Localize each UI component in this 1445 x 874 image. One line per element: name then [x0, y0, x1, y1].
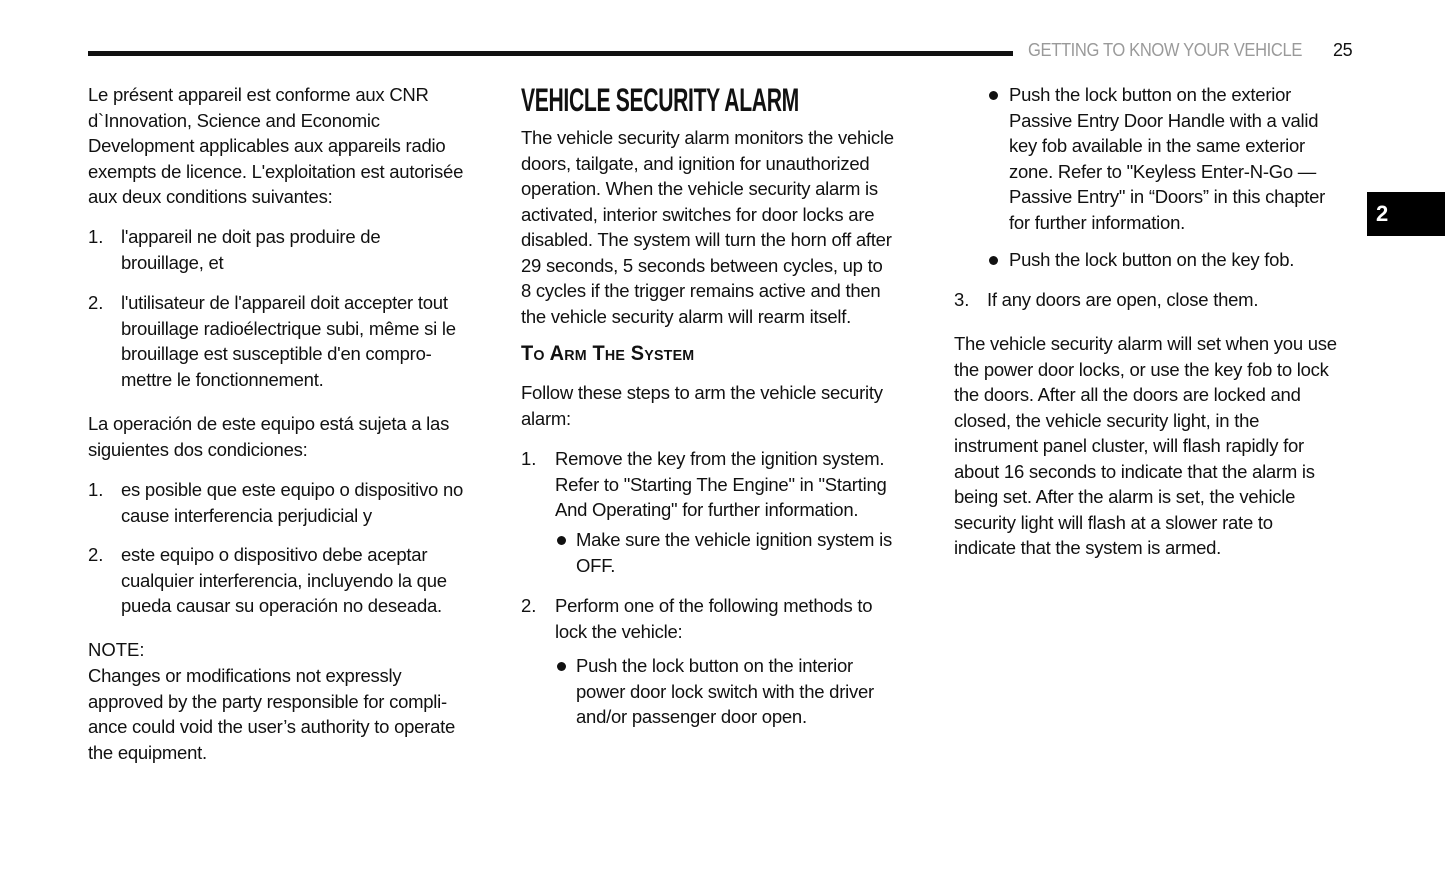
text-line: Follow these steps to arm the vehicle security	[521, 382, 883, 403]
text-line: for further information.	[1009, 211, 1185, 233]
text-line: exempts de licence. L'exploitation est autorisée	[88, 160, 464, 182]
section-heading: VEHICLE SECURITY ALARM	[521, 82, 799, 118]
text-line: cause interferencia perjudicial y	[121, 504, 372, 526]
list-item	[121, 477, 463, 528]
text-line: approved by the party responsible for compli-	[88, 690, 447, 712]
bullet-icon	[989, 91, 998, 100]
section-title: GETTING TO KNOW YOUR VEHICLE	[1028, 40, 1303, 60]
text-line: and/or passenger door open.	[576, 706, 807, 727]
list-number: 2.	[88, 292, 104, 313]
list-item	[121, 290, 456, 392]
note-label: NOTE:	[88, 639, 145, 660]
page-number: 25	[1333, 40, 1353, 60]
text-line: brouillage radioélectrique subi, même si le	[121, 317, 456, 339]
text-line: The vehicle security alarm will set when you use	[954, 333, 1337, 354]
chapter-tab[interactable]: 2	[1367, 192, 1445, 236]
text-line: operation. When the vehicle security alarm is	[521, 178, 878, 199]
text-line: Development applicables aux appareils radio	[88, 135, 446, 156]
text-line: Perform one of the following methods to	[555, 595, 873, 616]
note-text	[88, 663, 455, 765]
text-line: siguientes dos condiciones:	[88, 438, 308, 460]
text-line: Push the lock button on the interior	[576, 655, 853, 676]
bullet-item	[1009, 247, 1294, 273]
text-line: OFF.	[576, 554, 616, 576]
text-line: brouillage est susceptible d'en compro-	[121, 343, 432, 364]
text-line: the doors. After all the doors are locked and	[954, 384, 1301, 405]
bullet-item	[576, 527, 892, 578]
text-line: La operación de este equipo está sujeta a las	[88, 413, 450, 434]
text-line: alarm:	[521, 407, 571, 429]
text-line: closed, the vehicle security light, in the	[954, 409, 1260, 431]
bullet-icon	[989, 256, 998, 265]
text-line: security light will flash at a slower rate to	[954, 511, 1273, 533]
text-line: The vehicle security alarm monitors the vehicle	[521, 127, 894, 148]
list-item	[121, 542, 447, 619]
list-item	[555, 593, 872, 644]
subheading: To Arm The System	[521, 342, 695, 365]
bullet-item	[576, 653, 874, 730]
list-number: 1.	[521, 448, 537, 469]
list-number: 2.	[521, 595, 537, 616]
bullet-item	[1009, 82, 1325, 235]
text-line: brouillage, et	[121, 251, 224, 273]
text-line: 8 cycles if the trigger remains active and then	[521, 280, 881, 301]
list-number: 1.	[88, 226, 104, 247]
text-line: lock the vehicle:	[555, 620, 683, 642]
text-line: doors, tailgate, and ignition for unauthorized	[521, 152, 870, 174]
text-line: Push the lock button on the key fob.	[1009, 249, 1295, 270]
text-line: the equipment.	[88, 741, 207, 763]
text-line: cualquier interferencia, incluyendo la que	[121, 569, 447, 591]
text-line: Remove the key from the ignition system.	[555, 448, 885, 469]
text-line: ance could void the user’s authority to operate	[88, 716, 456, 737]
text-line: Passive Entry" in “Doors” in this chapter	[1009, 186, 1326, 207]
list-number: 1.	[88, 479, 104, 500]
text-line: es posible que este equipo o dispositivo no	[121, 479, 464, 500]
text-line: zone. Refer to "Keyless Enter-N-Go —	[1009, 160, 1317, 182]
list-item	[987, 287, 1258, 313]
text-line: instrument panel cluster, will flash rapidly for	[954, 435, 1304, 456]
text-line: pueda causar su operación no deseada.	[121, 595, 442, 616]
text-line: indicate that the system is armed.	[954, 537, 1222, 558]
text-line: d`Innovation, Science and Economic	[88, 109, 380, 131]
text-line: Make sure the vehicle ignition system is	[576, 529, 892, 550]
list-item	[555, 446, 887, 523]
paragraph-es-intro	[88, 411, 449, 462]
text-line: mettre le fonctionnement.	[121, 368, 324, 390]
text-line: aux deux conditions suivantes:	[88, 186, 333, 207]
paragraph-intro	[521, 125, 894, 329]
text-line: about 16 seconds to indicate that the alarm is	[954, 460, 1315, 482]
text-line: Le présent appareil est conforme aux CNR	[88, 84, 429, 105]
paragraph-closing	[954, 331, 1337, 561]
text-line: disabled. The system will turn the horn off after	[521, 229, 892, 250]
text-line: If any doors are open, close them.	[987, 289, 1259, 310]
text-line: being set. After the alarm is set, the vehicle	[954, 486, 1296, 507]
bullet-icon	[557, 536, 566, 545]
header-rule	[88, 51, 1013, 56]
list-number: 2.	[88, 544, 104, 565]
list-number: 3.	[954, 289, 970, 310]
text-line: activated, interior switches for door locks are	[521, 203, 875, 225]
text-line: l'appareil ne doit pas produire de	[121, 226, 381, 247]
text-line: Refer to "Starting The Engine" in "Starting	[555, 473, 887, 495]
paragraph-fr-intro	[88, 82, 463, 210]
text-line: Push the lock button on the exterior	[1009, 84, 1292, 105]
text-line: este equipo o dispositivo debe aceptar	[121, 544, 428, 565]
text-line: the vehicle security alarm will rearm itself.	[521, 305, 852, 327]
text-line: Passive Entry Door Handle with a valid	[1009, 109, 1319, 131]
list-item	[121, 224, 380, 275]
paragraph-steps-intro	[521, 380, 883, 431]
text-line: Changes or modifications not expressly	[88, 665, 402, 686]
bullet-icon	[557, 662, 566, 671]
text-line: power door lock switch with the driver	[576, 680, 874, 702]
text-line: the power door locks, or use the key fob to lock	[954, 358, 1329, 380]
text-line: 29 seconds, 5 seconds between cycles, up to	[521, 254, 883, 276]
text-line: l'utilisateur de l'appareil doit accepter tout	[121, 292, 448, 313]
text-line: And Operating" for further information.	[555, 499, 859, 520]
text-line: key fob available in the same exterior	[1009, 135, 1305, 156]
